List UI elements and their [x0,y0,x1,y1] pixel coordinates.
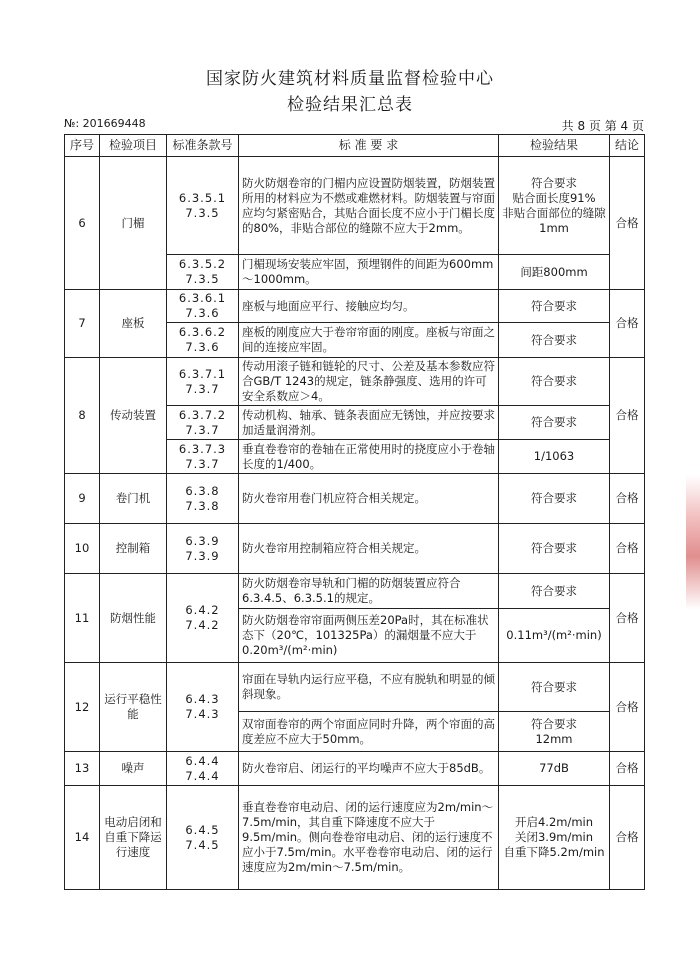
row-requirement: 座板的刚度应大于卷帘帘面的刚度。座板与帘面之间的连接应牢固。 [239,323,499,358]
table-row [65,663,645,712]
test-clause-number: 7.3.7 [185,456,220,471]
row-seq: 10 [65,524,100,574]
test-clause-number: 7.3.6 [185,306,220,320]
header-item: 检验项目 [100,135,167,157]
row-clause [167,358,239,406]
row-conclusion: 合格 [610,786,645,890]
clause-number: 6.3.8 [185,483,220,498]
table-row [65,358,645,406]
table-row [65,474,645,524]
row-item: 控制箱 [100,524,167,574]
report-number: №: 201669448 [64,117,146,130]
row-requirement: 防火卷帘启、闭运行的平均噪声不应大于85dB。 [239,752,499,786]
clause-number: 6.4.5 [185,822,220,837]
row-item: 电动启闭和自重下降运行速度 [100,786,167,890]
row-seq: 6 [65,157,100,290]
table-row [65,290,645,323]
clause-number: 6.4.2 [185,603,220,617]
row-clause [167,290,239,323]
row-clause [167,474,239,524]
row-conclusion: 合格 [610,474,645,524]
results-table [64,134,645,890]
row-result: 开启4.2m/min 关闭3.9m/min 自重下降5.2m/min [499,786,610,890]
row-requirement: 传动机构、轴承、链条表面应无锈蚀，并应按要求加适量润滑剂。 [239,406,499,440]
row-item: 门楣 [100,157,167,290]
row-item: 运行平稳性能 [100,663,167,752]
test-clause-number: 7.4.5 [185,837,220,852]
header-clause: 标准条款号 [167,135,239,157]
clause-number: 6.3.9 [185,533,220,548]
clause-number: 6.4.3 [185,692,220,706]
seal-stamp-fragment [686,475,700,610]
clause-number: 6.3.7.2 [178,407,227,422]
table-row [65,786,645,890]
clause-number: 6.3.6.1 [178,291,227,305]
row-result: 0.11m³/(m²·min) [499,609,610,663]
row-result: 符合要求 [499,323,610,358]
row-seq: 7 [65,290,100,358]
test-clause-number: 7.3.7 [185,381,220,396]
row-requirement: 帘面在导轨内运行应平稳，不应有脱轨和明显的倾斜现象。 [239,663,499,712]
row-clause [167,574,239,663]
row-result: 符合要求 [499,406,610,440]
row-result: 间距800mm [499,255,610,290]
row-seq: 9 [65,474,100,524]
row-requirement: 座板与地面应平行、接触应均匀。 [239,290,499,323]
row-requirement: 双帘面卷帘的两个帘面应同时升降，两个帘面的高度差应不应大于50mm。 [239,712,499,752]
page-count: 共 8 页 第 4 页 [561,119,644,133]
row-item: 座板 [100,290,167,358]
row-requirement: 垂直卷卷帘的卷轴在正常使用时的挠度应小于卷轴长度的1/400。 [239,440,499,474]
row-seq: 13 [65,752,100,786]
clause-number: 6.3.5.1 [178,190,227,205]
report-subtitle: 检验结果汇总表 [287,95,413,115]
clause-number: 6.3.7.3 [178,441,227,456]
row-result: 符合要求 [499,474,610,524]
row-result: 符合要求 [499,574,610,609]
row-result: 符合要求 [499,358,610,406]
row-conclusion: 合格 [610,574,645,663]
clause-number: 6.3.6.2 [178,325,227,339]
row-conclusion: 合格 [610,663,645,752]
row-requirement: 防火防烟卷帘帘面两侧压差20Pa时，其在标准状态下（20℃，101325Pa）的漏烟量不应大于0.20m³/(m²·min) [239,609,499,663]
table-row [65,574,645,609]
row-requirement: 防火卷帘用卷门机应符合相关规定。 [239,474,499,524]
row-clause [167,440,239,474]
table-row [65,752,645,786]
row-seq: 14 [65,786,100,890]
row-result: 77dB [499,752,610,786]
row-conclusion: 合格 [610,358,645,474]
table-row [65,157,645,255]
row-clause [167,524,239,574]
row-requirement: 传动用滚子链和链轮的尺寸、公差及基本参数应符合GB/T 1243的规定，链条静强度、选用的许可安全系数应＞4。 [239,358,499,406]
test-clause-number: 7.3.5 [185,272,220,286]
report-title: 国家防火建筑材料质量监督检验中心 [206,69,494,89]
row-seq: 8 [65,358,100,474]
test-clause-number: 7.3.5 [185,205,220,220]
row-clause [167,157,239,255]
row-result: 符合要求 [499,663,610,712]
row-conclusion: 合格 [610,524,645,574]
row-requirement: 防火卷帘用控制箱应符合相关规定。 [239,524,499,574]
row-requirement: 防火防烟卷帘导轨和门楣的防烟装置应符合6.3.4.5、6.3.5.1的规定。 [239,574,499,609]
test-clause-number: 7.4.3 [185,707,220,721]
row-requirement: 垂直卷卷帘电动启、闭的运行速度应为2m/min～7.5m/min，其自重下降速度不应大于9.5m/min。侧向卷卷帘电动启、闭的运行速度不应小于7.5m/min。水平卷卷帘电动启、闭的运行速度应为2m/min～7.5m/min。 [239,786,499,890]
table-row [65,524,645,574]
header-conclusion: 结论 [610,135,645,157]
row-conclusion: 合格 [610,752,645,786]
clause-number: 6.3.7.1 [178,366,227,381]
row-item: 噪声 [100,752,167,786]
row-result: 符合要求 [499,290,610,323]
clause-number: 6.4.4 [185,753,220,768]
test-clause-number: 7.4.4 [185,768,220,783]
row-clause [167,406,239,440]
row-item: 卷门机 [100,474,167,524]
row-clause [167,752,239,786]
test-clause-number: 7.4.2 [185,618,220,632]
row-seq: 12 [65,663,100,752]
clause-number: 6.3.5.2 [178,257,227,271]
row-clause [167,255,239,290]
test-clause-number: 7.3.9 [185,548,220,563]
test-clause-number: 7.3.8 [185,498,220,513]
header-seq: 序号 [65,135,100,157]
row-clause [167,663,239,752]
row-seq: 11 [65,574,100,663]
row-item: 传动装置 [100,358,167,474]
table-body [65,157,645,890]
table-header-row [65,135,645,157]
row-conclusion: 合格 [610,157,645,290]
header-result: 检验结果 [499,135,610,157]
row-item: 防烟性能 [100,574,167,663]
row-conclusion: 合格 [610,290,645,358]
row-result: 符合要求 12mm [499,712,610,752]
row-result: 符合要求 贴合面长度91% 非贴合面部位的缝隙1mm [499,157,610,255]
row-result: 符合要求 [499,524,610,574]
row-clause [167,786,239,890]
row-clause [167,323,239,358]
test-clause-number: 7.3.6 [185,340,220,354]
row-result: 1/1063 [499,440,610,474]
row-requirement: 防火防烟卷帘的门楣内应设置防烟装置，防烟装置所用的材料应为不燃或难燃材料。防烟装置与帘面应均匀紧密贴合，其贴合面长度不应小于门楣长度的80%，非贴合部位的缝隙不应大于2mm。 [239,157,499,255]
header-requirement: 标 准 要 求 [239,135,499,157]
row-requirement: 门楣现场安装应牢固，预埋钢件的间距为600mm～1000mm。 [239,255,499,290]
test-clause-number: 7.3.7 [185,422,220,437]
